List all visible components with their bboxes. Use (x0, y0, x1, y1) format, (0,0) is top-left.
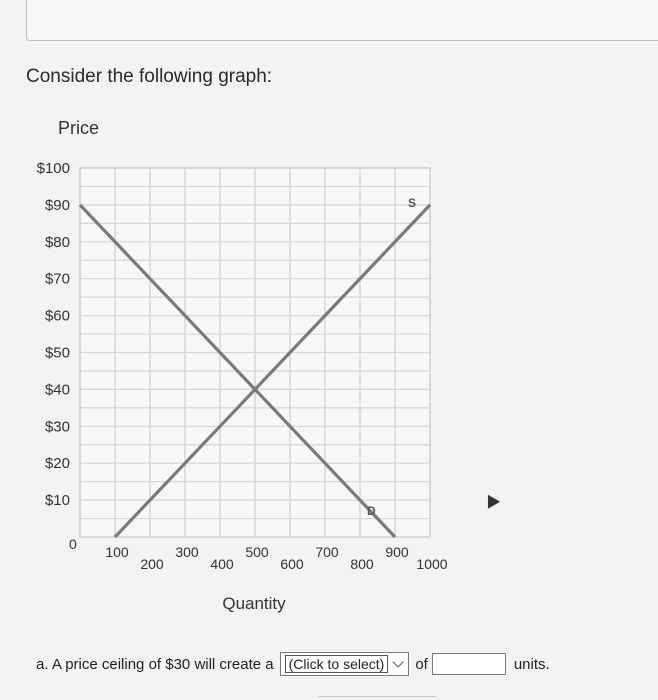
y-tick-label: $90 (44, 196, 70, 214)
select-placeholder: (Click to select) (285, 655, 389, 673)
y-tick-label: $20 (44, 455, 70, 473)
x-tick-label: 100 (105, 544, 129, 560)
x-tick-label: 1000 (416, 556, 448, 572)
y-tick-label: $40 (44, 381, 70, 399)
y-tick-label: $60 (44, 307, 70, 325)
x-tick-label: 600 (280, 556, 304, 572)
y-tick-label: $70 (44, 270, 70, 288)
x-tick-label: 500 (245, 544, 269, 560)
question-suffix: units. (513, 655, 550, 673)
y-tick-label: $80 (44, 233, 70, 251)
x-tick-label: 700 (315, 544, 339, 560)
x-tick-label: 200 (140, 556, 164, 572)
x-tick-label: 800 (350, 556, 374, 572)
question-prefix: a. A price ceiling of $30 will create a (36, 655, 274, 673)
units-input[interactable] (432, 653, 506, 675)
divider (318, 696, 436, 697)
series-label-s: S (408, 195, 417, 210)
x-tick-label: 400 (210, 556, 234, 572)
series-label-d: D (367, 504, 376, 518)
x-tick-label: 900 (385, 544, 409, 560)
y-tick-label: $30 (44, 418, 70, 436)
question-middle: of (415, 655, 428, 673)
y-tick-label: $10 (44, 492, 70, 510)
shortage-surplus-select[interactable] (280, 652, 410, 676)
intro-text: Consider the following graph: (26, 66, 273, 87)
y-tick-label: $100 (36, 160, 70, 177)
question-row (36, 652, 550, 676)
y-axis-title: Price (58, 118, 100, 138)
chevron-down-icon (393, 656, 404, 667)
x-tick-label: 300 (175, 544, 199, 560)
x-axis-title: Quantity (222, 594, 286, 613)
y-tick-label: $50 (44, 344, 70, 362)
origin-label: 0 (69, 536, 77, 552)
